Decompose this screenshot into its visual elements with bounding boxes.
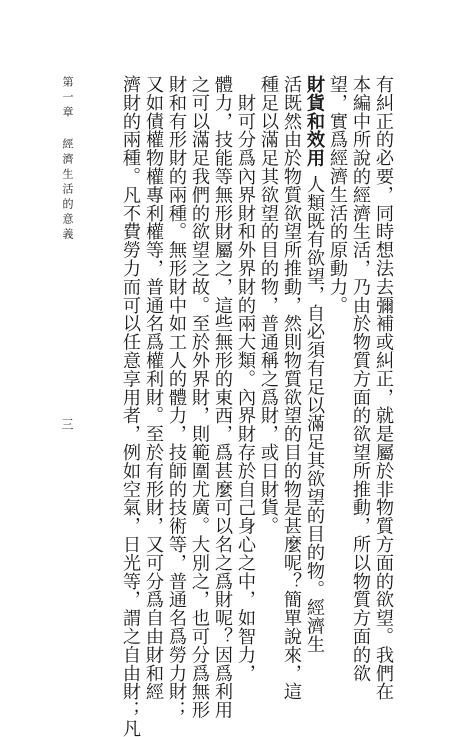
text-column-8 <box>211 75 233 719</box>
text-line: 財可分爲內界財和外界財的兩大類。內界財存於自己身心之中，如智力， <box>235 75 256 683</box>
text-line: 又如債權物權專利權等，普通名爲權利財。至於有形財，又可分爲自由財和經 <box>143 75 164 701</box>
section-heading: 財貨和效用 <box>304 75 325 167</box>
text-line: 體力，技能等無形財屬之，這些無形的東西，爲甚麼可以名之爲財呢？因爲利用 <box>212 75 233 719</box>
text-line: 本編中所說的經濟生活，乃由於物質方面的欲望所推動，所以物質方面的欲 <box>350 75 371 683</box>
text-line: 有糾正的必要，同時想法去彌補或糾正，就是屬於非物質方面的欲望。我們在 <box>373 75 394 701</box>
text-line: 之可以滿足我們的欲望之故。至於外界財，則範圍尤廣。大別之，也可分爲無形 <box>189 75 210 719</box>
text-line: 濟財的兩種。凡不費勞力而可以任意享用者，例如空氣，日光等，謂之自由財；凡 <box>120 75 141 737</box>
text-column-3 <box>326 75 348 314</box>
text-column-2 <box>349 75 371 682</box>
text-line: 人類既有欲望，自必須有足以滿足其欲望的目的物。經濟生 <box>304 175 325 654</box>
text-column-5 <box>280 75 302 701</box>
text-column-9 <box>188 75 210 719</box>
text-line: 財和有形財的兩種。無形財中如工人的體力，技師的技術等，普通名爲勞力財； <box>166 75 187 719</box>
running-header: 第一章 經濟生活的意義 <box>61 76 74 243</box>
text-column-1 <box>372 75 394 701</box>
text-column-10 <box>165 75 187 719</box>
text-column-6 <box>257 75 279 535</box>
text-line: 活既然由於物質欲望所推動，然則物質欲望的目的物是甚麼呢？簡單說來，這 <box>281 75 302 701</box>
text-column-12 <box>119 75 141 737</box>
text-line: 望，實爲經濟生活的原動力。 <box>327 75 348 315</box>
text-column-11 <box>142 75 164 701</box>
text-column-7 <box>234 75 256 682</box>
page-number: 三 <box>60 418 74 430</box>
text-line: 種足以滿足其欲望的目的物，普通稱之爲財，或日財貨。 <box>258 75 279 535</box>
text-column-4 <box>303 75 325 653</box>
